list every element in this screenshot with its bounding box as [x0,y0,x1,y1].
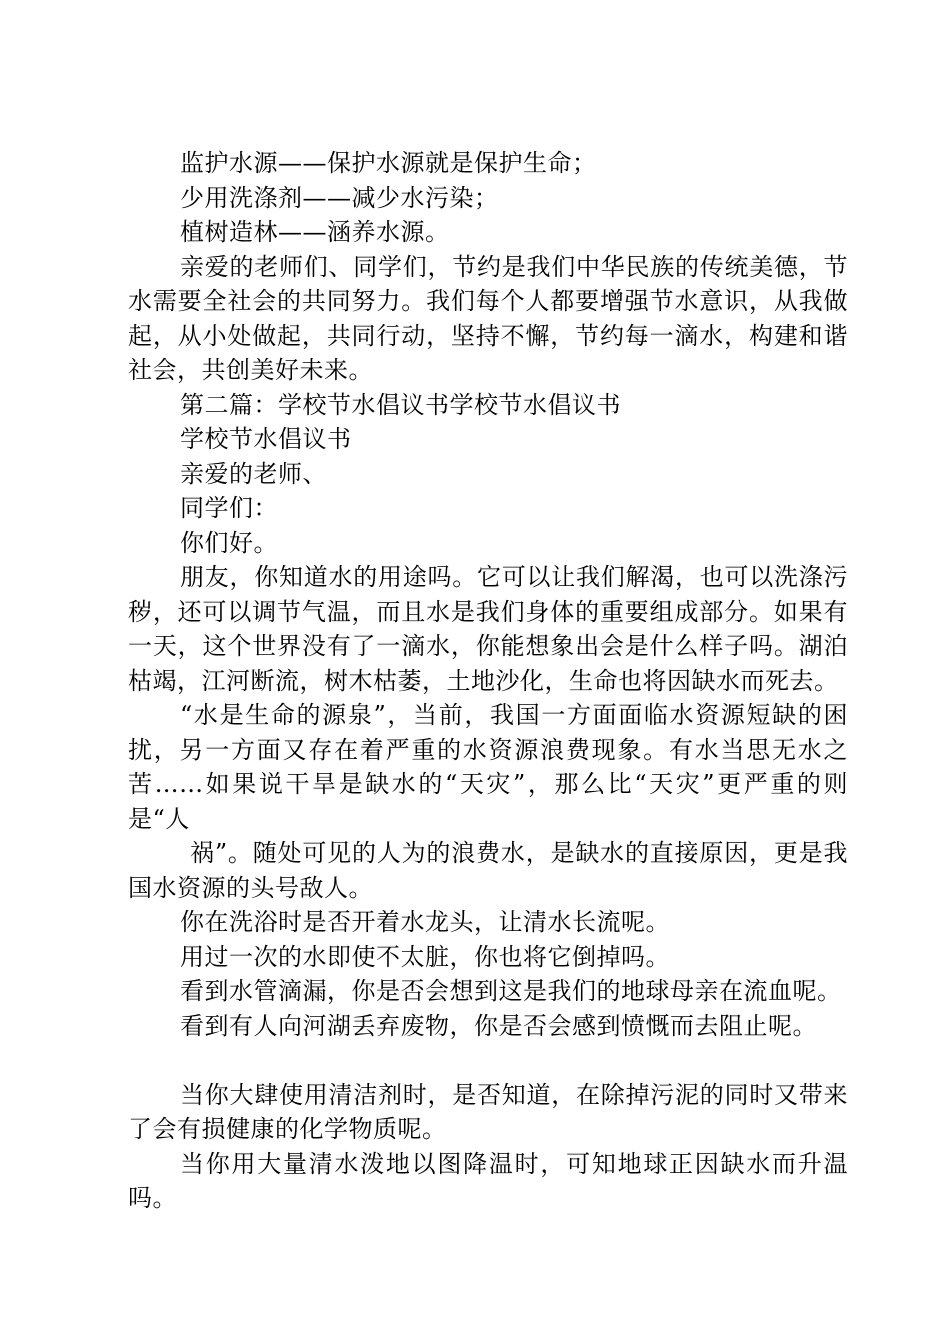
section-heading: 第二篇：学校节水倡议书学校节水倡议书 [180,390,621,419]
paragraph: 祸”。随处可见的人为的浪费水，是缺水的直接原因，更是我国水资源的头号敌人。 [128,839,848,902]
document-title: 学校节水倡议书 [180,425,352,453]
paragraph: 朋友，你知道水的用途吗。它可以让我们解渴，也可以洗涤污秽，还可以调节气温，而且水是我们身体的重要组成部分。如果有一天，这个世界没有了一滴水，你能想象出会是什么样子吗。湖泊枯竭，江河断流，树木枯萎，土地沙化，生命也将因缺水而死去。 [128,563,848,695]
paragraph: “水是生命的源泉”，当前，我国一方面面临水资源短缺的困扰，另一方面又存在着严重的水资源浪费现象。有水当思无水之苦……如果说干旱是缺水的“天灾”，那么比“天灾”更严重的则是“人 [128,701,848,833]
paragraph: 当你大肆使用清洁剂时，是否知道，在除掉污泥的同时又带来了会有损健康的化学物质呢。 [128,1080,848,1143]
greeting: 你们好。 [180,528,278,557]
salutation-line: 亲爱的老师、 [180,459,327,488]
paragraph: 看到有人向河湖丢弃废物，你是否会感到愤慨而去阻止呢。 [180,1011,817,1040]
paragraph: 监护水源——保护水源就是保护生命； [180,149,597,177]
paragraph: 当你用大量清水泼地以图降温时，可知地球正因缺水而升温吗。 [128,1149,848,1212]
paragraph-spacer [128,1043,848,1078]
paragraph: 你在洗浴时是否开着水龙头，让清水长流呢。 [180,908,670,936]
paragraph: 看到水管滴漏，你是否会想到这是我们的地球母亲在流血呢。 [180,977,842,1005]
paragraph: 植树造林——涵养水源。 [180,218,450,246]
paragraph: 少用洗涤剂——减少水污染； [180,183,499,212]
paragraph: 亲爱的老师们、同学们，节约是我们中华民族的传统美德，节水需要全社会的共同努力。我们每个人都要增强节水意识，从我做起，从小处做起，共同行动，坚持不懈，节约每一滴水，构建和谐社会，共创美好未来。 [128,252,848,384]
document-body [128,146,848,1216]
paragraph: 用过一次的水即使不太脏，你也将它倒掉吗。 [180,942,670,971]
salutation-line: 同学们： [180,494,278,522]
